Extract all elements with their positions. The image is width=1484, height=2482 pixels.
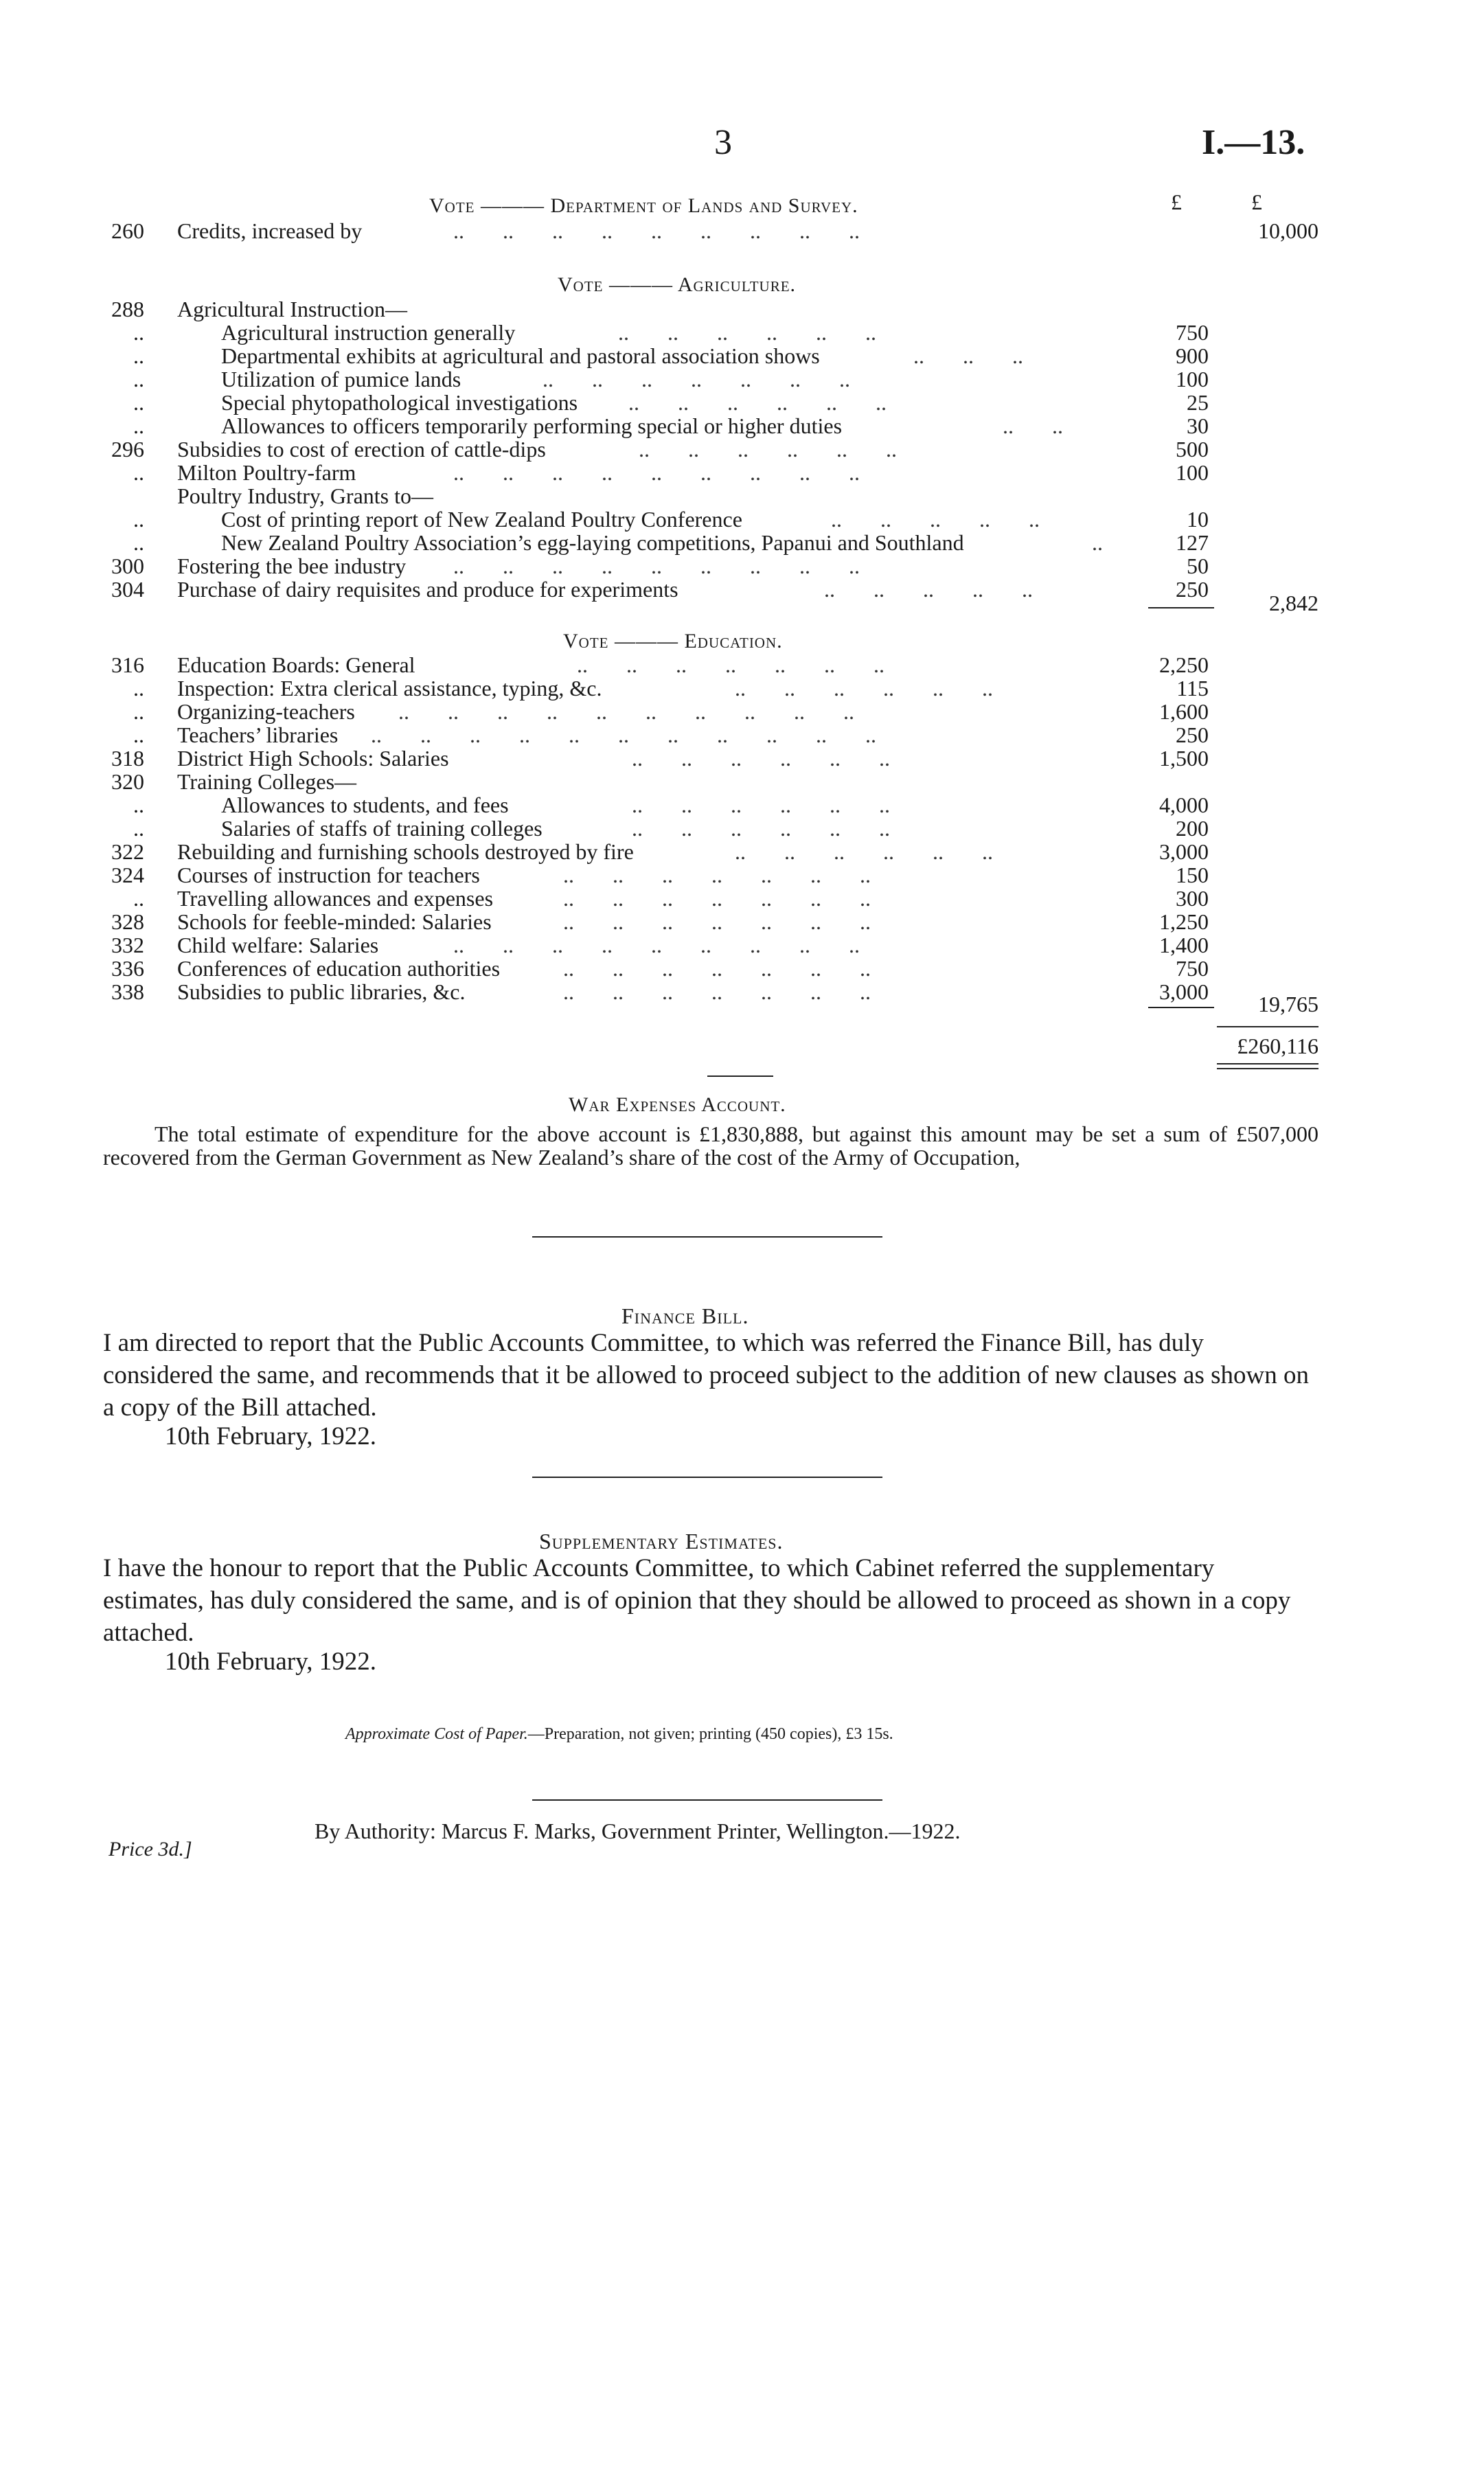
item-amount: 115 bbox=[1176, 676, 1209, 701]
leader-dots: .. .. .. .. .. .. .. .. .. bbox=[453, 218, 860, 243]
item-description: Utilization of pumice lands bbox=[221, 367, 461, 391]
item-description: Conferences of education authorities bbox=[177, 956, 501, 981]
item-amount: 4,000 bbox=[1159, 793, 1209, 817]
item-number: 338 bbox=[111, 979, 144, 1004]
leader-dots: .. .. .. .. .. .. .. bbox=[563, 909, 871, 934]
leader-dots: .. .. .. .. .. .. .. bbox=[563, 979, 871, 1004]
item-number: 304 bbox=[111, 577, 144, 602]
cost-label: Approximate Cost of Paper. bbox=[345, 1725, 528, 1743]
item-description: Poultry Industry, Grants to— bbox=[177, 483, 434, 508]
subtotal-rule bbox=[1148, 1007, 1214, 1008]
item-number: .. bbox=[133, 793, 144, 817]
item-number: .. bbox=[133, 413, 144, 438]
item-number: 328 bbox=[111, 909, 144, 934]
leader-dots: .. .. bbox=[1003, 413, 1063, 438]
vote-heading-education: Vote ——— Education. bbox=[563, 630, 783, 652]
item-description: Agricultural Instruction— bbox=[177, 297, 408, 321]
leader-dots: .. bbox=[1092, 530, 1103, 555]
vote-total: 2,842 bbox=[1269, 591, 1319, 615]
leader-dots: .. .. .. .. .. bbox=[824, 577, 1033, 602]
item-amount: 1,250 bbox=[1159, 909, 1209, 934]
item-amount: 250 bbox=[1176, 722, 1209, 747]
section-divider bbox=[532, 1477, 882, 1478]
item-description: District High Schools: Salaries bbox=[177, 746, 449, 771]
leader-dots: .. .. .. .. .. .. .. bbox=[563, 863, 871, 887]
item-number: .. bbox=[133, 699, 144, 724]
item-number: 322 bbox=[111, 839, 144, 864]
item-number: 324 bbox=[111, 863, 144, 887]
item-number: 318 bbox=[111, 746, 144, 771]
footer-divider bbox=[532, 1799, 882, 1801]
item-number: .. bbox=[133, 343, 144, 368]
grand-total-double-rule-bottom bbox=[1217, 1068, 1319, 1069]
item-amount: 100 bbox=[1176, 460, 1209, 485]
item-description: Teachers’ libraries bbox=[177, 722, 339, 747]
leader-dots: .. .. .. .. .. .. bbox=[628, 390, 887, 415]
cost-of-paper bbox=[345, 1725, 893, 1744]
item-amount: 10 bbox=[1187, 507, 1209, 532]
column-header-items: £ bbox=[1171, 190, 1182, 214]
section-divider bbox=[532, 1236, 882, 1238]
item-number: 260 bbox=[111, 218, 144, 243]
grand-total-rule bbox=[1217, 1026, 1319, 1027]
leader-dots: .. .. .. bbox=[913, 343, 1023, 368]
item-amount: 1,600 bbox=[1159, 699, 1209, 724]
item-number: .. bbox=[133, 390, 144, 415]
leader-dots: .. .. .. .. .. .. .. bbox=[577, 652, 884, 677]
grand-total-double-rule-top bbox=[1217, 1063, 1319, 1064]
item-amount: 100 bbox=[1176, 367, 1209, 391]
leader-dots: .. .. .. .. .. .. bbox=[632, 816, 890, 841]
leader-dots: .. .. .. .. .. .. bbox=[735, 839, 993, 864]
vote-heading-agriculture: Vote ——— Agriculture. bbox=[558, 273, 797, 296]
leader-dots: .. .. .. .. .. .. .. .. .. .. bbox=[398, 699, 854, 724]
item-description: Education Boards: General bbox=[177, 652, 415, 677]
leader-dots: .. .. .. .. .. .. bbox=[632, 746, 890, 771]
item-number: 336 bbox=[111, 956, 144, 981]
item-amount: 250 bbox=[1176, 577, 1209, 602]
item-amount: 2,250 bbox=[1159, 652, 1209, 677]
item-number: 300 bbox=[111, 554, 144, 578]
item-number: 320 bbox=[111, 769, 144, 794]
war-expenses-text: The total estimate of expenditure for the above account is £1,830,888, but against this amount may be set a sum of £507,000 recovered from the German Government as New Zealand’s share of the cost of the Army of Occupation, bbox=[103, 1122, 1319, 1170]
leader-dots: .. .. .. .. .. bbox=[831, 507, 1040, 532]
item-description: Allowances to students, and fees bbox=[221, 793, 509, 817]
item-amount: 50 bbox=[1187, 554, 1209, 578]
war-expenses-heading: War Expenses Account. bbox=[569, 1093, 786, 1116]
item-amount: 150 bbox=[1176, 863, 1209, 887]
price: Price 3d.] bbox=[109, 1838, 192, 1860]
item-amount: 750 bbox=[1176, 956, 1209, 981]
item-total: 10,000 bbox=[1258, 218, 1319, 243]
item-description: Training Colleges— bbox=[177, 769, 357, 794]
document-reference: I.—13. bbox=[1202, 123, 1305, 162]
printer-imprint: By Authority: Marcus F. Marks, Government Printer, Wellington.—1922. bbox=[315, 1819, 961, 1843]
item-amount: 25 bbox=[1187, 390, 1209, 415]
leader-dots: .. .. .. .. .. .. bbox=[632, 793, 890, 817]
leader-dots: .. .. .. .. .. .. .. .. .. bbox=[453, 460, 860, 485]
leader-dots: .. .. .. .. .. .. bbox=[618, 320, 876, 345]
grand-total: £260,116 bbox=[1237, 1034, 1319, 1058]
item-number: 316 bbox=[111, 652, 144, 677]
item-number: .. bbox=[133, 816, 144, 841]
section-divider bbox=[707, 1075, 773, 1077]
item-description: Organizing-teachers bbox=[177, 699, 355, 724]
vote-heading-lands: Vote ——— Department of Lands and Survey. bbox=[429, 194, 858, 217]
item-description: Fostering the bee industry bbox=[177, 554, 407, 578]
supplementary-text: I have the honour to report that the Public Accounts Committee, to which Cabinet referred the supplementary estimates, has duly considered the same, and is of opinion that they should be allowed to proceed as shown in a copy attached. bbox=[103, 1554, 1291, 1647]
item-description: Salaries of staffs of training colleges bbox=[221, 816, 543, 841]
item-description: Allowances to officers temporarily performing special or higher duties bbox=[221, 413, 843, 438]
leader-dots: .. .. .. .. .. .. bbox=[639, 437, 897, 462]
finance-bill-heading: Finance Bill. bbox=[621, 1303, 749, 1328]
item-number: .. bbox=[133, 320, 144, 345]
item-description: Purchase of dairy requisites and produce for experiments bbox=[177, 577, 678, 602]
item-description: New Zealand Poultry Association’s egg-laying competitions, Papanui and Southland bbox=[221, 530, 964, 555]
item-amount: 1,400 bbox=[1159, 933, 1209, 957]
item-description: Departmental exhibits at agricultural and pastoral association shows bbox=[221, 343, 820, 368]
item-amount: 127 bbox=[1176, 530, 1209, 555]
subtotal-rule bbox=[1148, 607, 1214, 608]
item-number: .. bbox=[133, 367, 144, 391]
item-description: Special phytopathological investigations bbox=[221, 390, 578, 415]
supplementary-date: 10th February, 1922. bbox=[165, 1648, 376, 1676]
item-description: Child welfare: Salaries bbox=[177, 933, 379, 957]
item-number: .. bbox=[133, 886, 144, 911]
vote-total: 19,765 bbox=[1258, 992, 1319, 1016]
item-amount: 300 bbox=[1176, 886, 1209, 911]
item-amount: 1,500 bbox=[1159, 746, 1209, 771]
leader-dots: .. .. .. .. .. .. .. bbox=[543, 367, 850, 391]
item-number: .. bbox=[133, 676, 144, 701]
item-description: Inspection: Extra clerical assistance, typing, &c. bbox=[177, 676, 602, 701]
item-amount: 200 bbox=[1176, 816, 1209, 841]
item-number: .. bbox=[133, 722, 144, 747]
cost-text: —Preparation, not given; printing (450 copies), £3 15s. bbox=[527, 1725, 893, 1743]
item-description: Cost of printing report of New Zealand Poultry Conference bbox=[221, 507, 742, 532]
item-number: 332 bbox=[111, 933, 144, 957]
item-amount: 30 bbox=[1187, 413, 1209, 438]
item-amount: 3,000 bbox=[1159, 979, 1209, 1004]
item-description: Subsidies to cost of erection of cattle-dips bbox=[177, 437, 546, 462]
leader-dots: .. .. .. .. .. .. .. bbox=[563, 886, 871, 911]
item-amount: 500 bbox=[1176, 437, 1209, 462]
finance-bill-date: 10th February, 1922. bbox=[165, 1422, 376, 1450]
column-header-totals: £ bbox=[1251, 190, 1262, 214]
item-description: Milton Poultry-farm bbox=[177, 460, 356, 485]
item-description: Credits, increased by bbox=[177, 218, 363, 243]
page-number: 3 bbox=[714, 123, 732, 162]
supplementary-heading: Supplementary Estimates. bbox=[539, 1529, 784, 1553]
item-number: 288 bbox=[111, 297, 144, 321]
item-description: Agricultural instruction generally bbox=[221, 320, 516, 345]
leader-dots: .. .. .. .. .. .. .. .. .. bbox=[453, 554, 860, 578]
item-number: .. bbox=[133, 530, 144, 555]
item-description: Rebuilding and furnishing schools destroyed by fire bbox=[177, 839, 634, 864]
item-description: Travelling allowances and expenses bbox=[177, 886, 494, 911]
leader-dots: .. .. .. .. .. .. .. bbox=[563, 956, 871, 981]
item-number: .. bbox=[133, 460, 144, 485]
item-description: Subsidies to public libraries, &c. bbox=[177, 979, 466, 1004]
item-amount: 900 bbox=[1176, 343, 1209, 368]
item-description: Courses of instruction for teachers bbox=[177, 863, 480, 887]
leader-dots: .. .. .. .. .. .. bbox=[735, 676, 993, 701]
item-number: .. bbox=[133, 507, 144, 532]
item-amount: 750 bbox=[1176, 320, 1209, 345]
leader-dots: .. .. .. .. .. .. .. .. .. bbox=[453, 933, 860, 957]
item-description: Schools for feeble-minded: Salaries bbox=[177, 909, 492, 934]
item-number: 296 bbox=[111, 437, 144, 462]
item-amount: 3,000 bbox=[1159, 839, 1209, 864]
finance-bill-text: I am directed to report that the Public Accounts Committee, to which was referred the Finance Bill, has duly considered the same, and recommends that it be allowed to proceed subject to the addition of new clauses as shown on a copy of the Bill attached. bbox=[103, 1329, 1309, 1422]
leader-dots: .. .. .. .. .. .. .. .. .. .. .. bbox=[371, 722, 876, 747]
